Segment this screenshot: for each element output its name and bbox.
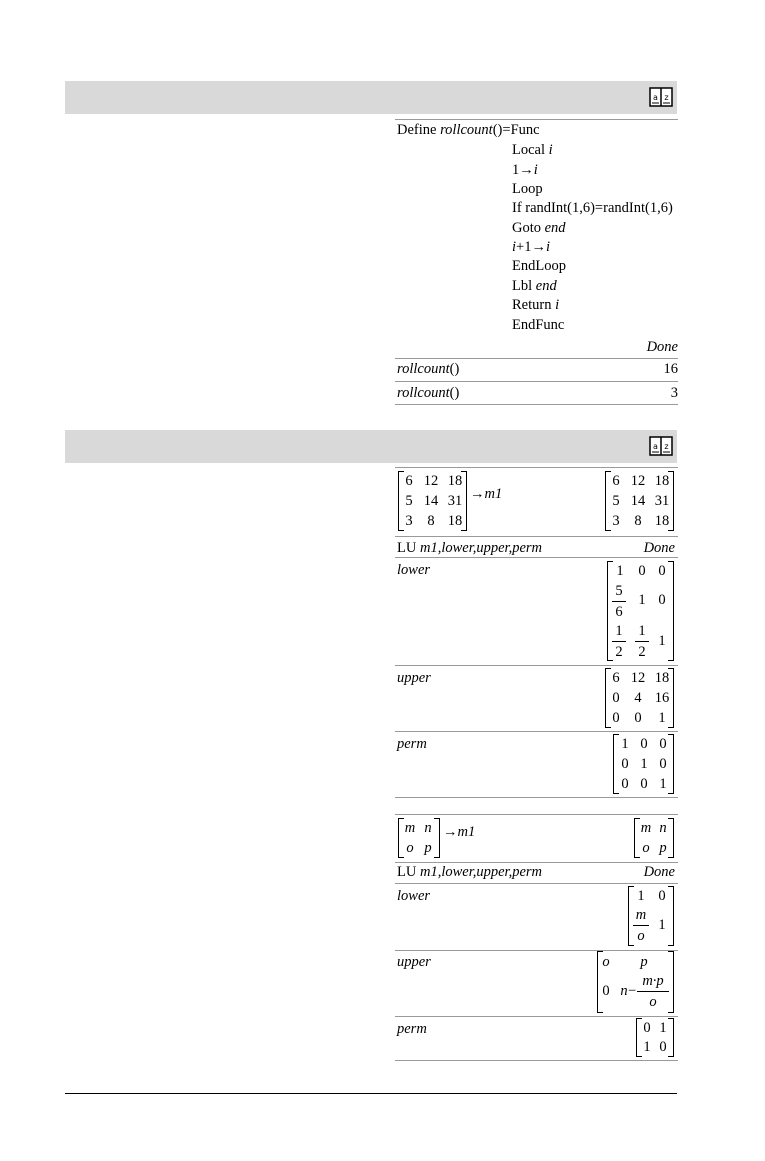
lu-result: Done: [643, 864, 675, 880]
divider: [395, 665, 678, 666]
upper-label: upper: [397, 670, 431, 686]
lu-command: LU m1,lower,upper,perm: [397, 864, 543, 880]
lower-matrix: 1 0 0 5 6 1 0 1 2 1 2 1: [607, 561, 674, 661]
store-arrow: →m1: [470, 486, 503, 502]
svg-text:z: z: [664, 93, 669, 102]
upper-matrix: 6 12 18 0 4 16 0 0 1: [605, 668, 674, 728]
divider: [395, 557, 678, 558]
define-line-10: Return i: [512, 297, 560, 313]
divider: [395, 536, 678, 537]
define-line-7: i+1→i: [512, 239, 550, 255]
book-icon: [649, 435, 673, 457]
svg-text:a: a: [653, 93, 658, 102]
define-line-4: Loop: [512, 181, 543, 197]
upper-matrix: o p 0 n − m·p o: [597, 951, 674, 1013]
define-line-6: Goto end: [512, 220, 566, 236]
section-header-band: [65, 430, 677, 463]
divider: [395, 883, 678, 884]
define-line-1: Define rollcount()=Func: [397, 122, 540, 138]
call-2-result: 3: [670, 385, 678, 401]
define-line-2: Local i: [512, 142, 553, 158]
divider: [395, 797, 678, 798]
store-arrow: →m1: [443, 824, 476, 840]
lu-result: Done: [643, 540, 675, 556]
divider: [395, 358, 678, 359]
call-1-result: 16: [663, 361, 678, 377]
call-1: rollcount(): [397, 361, 460, 377]
define-line-11: EndFunc: [512, 317, 565, 333]
perm-matrix: 0 1 1 0: [636, 1018, 674, 1057]
divider: [395, 814, 678, 815]
perm-matrix: 1 0 0 0 1 0 0 0 1: [613, 734, 674, 794]
divider: [395, 404, 678, 405]
lower-label: lower: [397, 888, 431, 904]
perm-label: perm: [397, 1021, 427, 1037]
define-line-8: EndLoop: [512, 258, 566, 274]
book-icon: [649, 86, 673, 108]
divider: [395, 119, 678, 120]
svg-text:a: a: [653, 442, 658, 451]
divider: [395, 467, 678, 468]
divider: [395, 381, 678, 382]
perm-label: perm: [397, 736, 427, 752]
define-line-5: If randInt(1,6)=randInt(1,6): [512, 200, 673, 216]
footer-rule: [65, 1093, 677, 1094]
define-result: Done: [646, 339, 678, 355]
call-2: rollcount(): [397, 385, 460, 401]
divider: [395, 862, 678, 863]
input-matrix: 6 12 18 5 14 31 3 8 18: [398, 471, 467, 531]
symbolic-result-matrix: m n o p: [634, 818, 674, 858]
lower-label: lower: [397, 562, 431, 578]
divider: [395, 1060, 678, 1061]
define-line-9: Lbl end: [512, 278, 557, 294]
define-line-3: 1→i: [512, 162, 538, 178]
lower-matrix: 1 0 m o 1: [628, 886, 674, 946]
symbolic-input-matrix: m n o p: [398, 818, 440, 858]
result-matrix: 6 12 18 5 14 31 3 8 18: [605, 471, 674, 531]
section-header-band: [65, 81, 677, 114]
divider: [395, 1016, 678, 1017]
upper-label: upper: [397, 954, 431, 970]
svg-text:z: z: [664, 442, 669, 451]
lu-command: LU m1,lower,upper,perm: [397, 540, 543, 556]
divider: [395, 731, 678, 732]
